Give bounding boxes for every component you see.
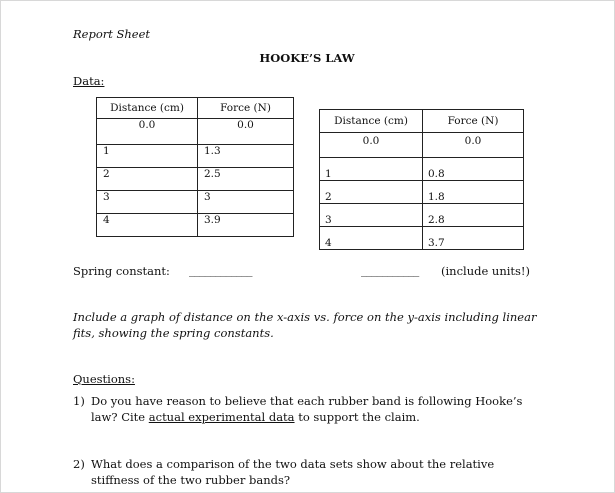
cell-force: 2.8 (423, 204, 524, 227)
cell-distance: 1 (320, 158, 423, 181)
data-label: Data: (73, 74, 105, 88)
table-row (320, 227, 524, 250)
question-number: 2) (73, 457, 85, 471)
question-number: 1) (73, 394, 85, 408)
cell-distance: 3 (320, 204, 423, 227)
spring-constant-label: Spring constant: (73, 264, 170, 278)
question-text-start: Do you have reason to believe that each rubber band is following Hooke’s law? Cite (91, 394, 523, 424)
table-row (320, 181, 524, 204)
table-row (97, 145, 294, 168)
header-distance: Distance (cm) (320, 110, 423, 133)
page-title: HOOKE’S LAW (259, 51, 355, 65)
cell-force: 0.0 (423, 133, 524, 158)
units-note: (include units!) (441, 264, 531, 278)
cell-distance: 0.0 (97, 119, 198, 145)
data-table-1 (96, 97, 294, 237)
cell-force: 0.0 (198, 119, 294, 145)
question-text: What does a comparison of the two data sets show about the relative stiffness of the two rubber bands? (91, 457, 495, 487)
cell-force: 1.8 (423, 181, 524, 204)
cell-distance: 4 (97, 214, 198, 237)
cell-force: 1.3 (198, 145, 294, 168)
cell-force: 3.7 (423, 227, 524, 250)
table-header-row (320, 110, 524, 133)
table-row (97, 214, 294, 237)
header-force: Force (N) (423, 110, 524, 133)
cell-distance: 4 (320, 227, 423, 250)
question-emphasis: actual experimental data (148, 410, 295, 424)
report-sheet-label: Report Sheet (73, 27, 151, 41)
cell-distance: 1 (97, 145, 198, 168)
cell-force: 0.8 (423, 158, 524, 181)
cell-distance: 2 (320, 181, 423, 204)
cell-force: 2.5 (198, 168, 294, 191)
cell-force: 3 (198, 191, 294, 214)
table-row (97, 168, 294, 191)
graph-instruction: Include a graph of distance on the x-axis vs. force on the y-axis including linear fits, showing the spring constants. (73, 310, 537, 340)
table-row (320, 158, 524, 181)
header-force: Force (N) (198, 98, 294, 119)
table-header-row (97, 98, 294, 119)
question-text (91, 393, 541, 425)
cell-distance: 0.0 (320, 133, 423, 158)
spring-constant-blank-1: ____________ (189, 263, 252, 277)
spring-constant-blank-2: ___________ (361, 263, 419, 277)
data-table-2 (319, 109, 524, 250)
table-row (320, 133, 524, 158)
table-row (97, 119, 294, 145)
header-distance: Distance (cm) (97, 98, 198, 119)
cell-distance: 2 (97, 168, 198, 191)
questions-label: Questions: (73, 372, 135, 386)
question-text-end: to support the claim. (294, 410, 420, 424)
cell-distance: 3 (97, 191, 198, 214)
cell-force: 3.9 (198, 214, 294, 237)
table-row (320, 204, 524, 227)
table-row (97, 191, 294, 214)
